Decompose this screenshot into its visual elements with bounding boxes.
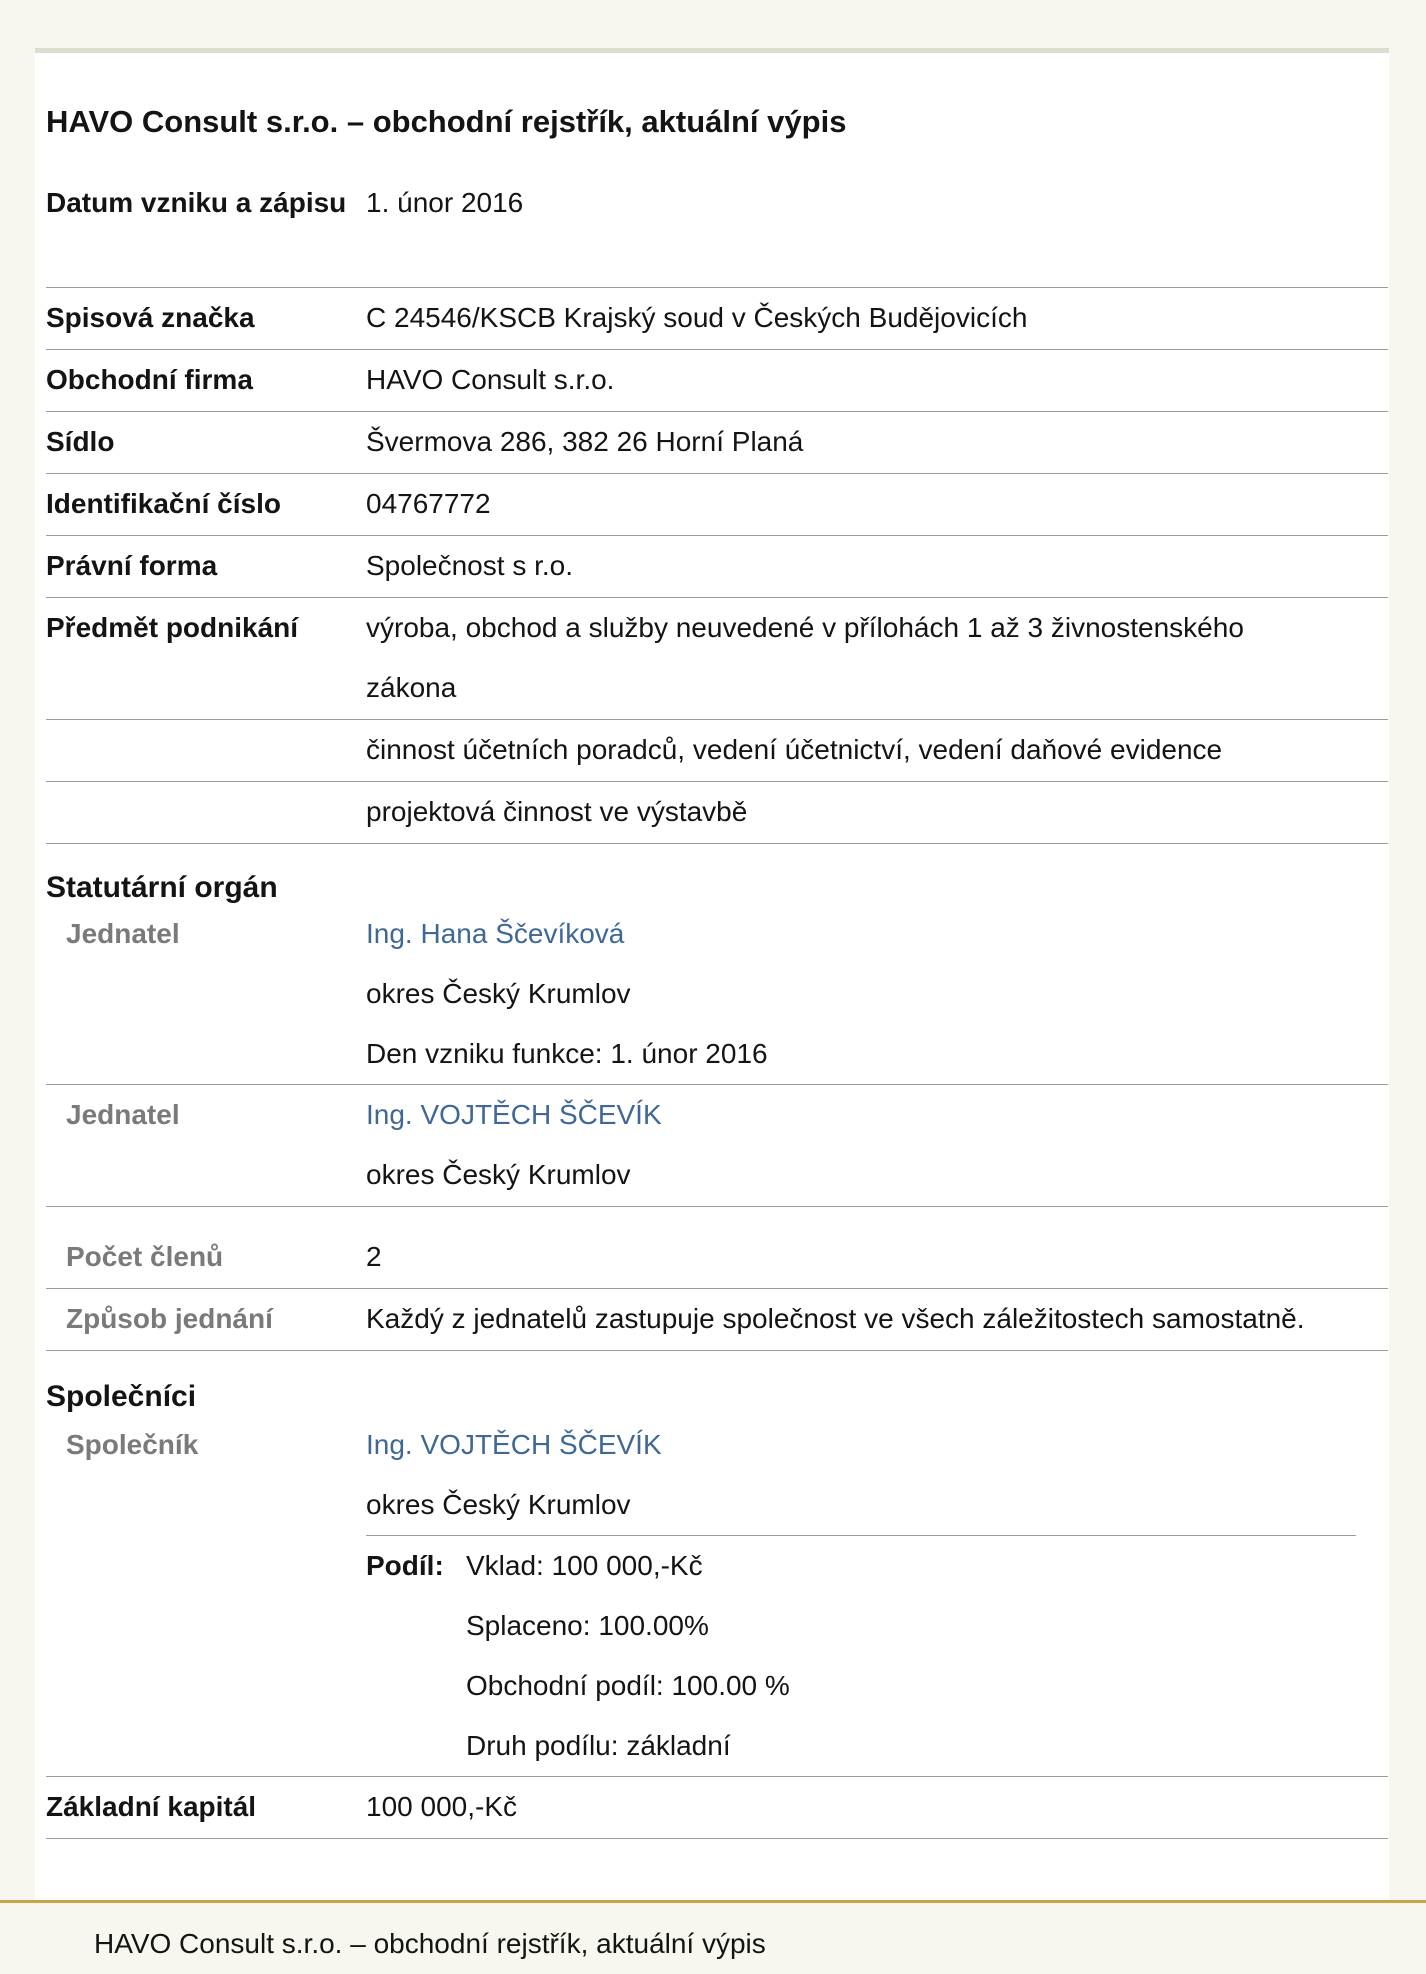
heading-statutarni-organ: Statutární orgán — [46, 871, 278, 904]
value-obchodni-firma: HAVO Consult s.r.o. — [366, 364, 615, 395]
value-zpusob-jednani: Každý z jednatelů zastupuje společnost ve všech záležitostech samostatně. — [366, 1303, 1305, 1334]
value-spolecnik — [366, 1415, 1388, 1776]
label-predmet-podnikani: Předmět podnikání — [46, 612, 299, 643]
label-datum-vzniku: Datum vzniku a zápisu — [46, 187, 347, 218]
row-sidlo — [46, 412, 1388, 474]
document-page — [35, 48, 1389, 1900]
label-obchodni-firma: Obchodní firma — [46, 364, 253, 395]
value-pocet-clenu: 2 — [366, 1241, 382, 1272]
record-table — [46, 53, 1388, 1839]
podil-druh: Druh podílu: základní — [466, 1730, 731, 1761]
person-district: okres Český Krumlov — [366, 978, 631, 1009]
heading-spolecnici: Společníci — [46, 1380, 197, 1413]
row-predmet-podnikani — [46, 598, 1388, 720]
value-pravni-forma: Společnost s r.o. — [366, 550, 574, 581]
value-zakladni-kapital: 100 000,-Kč — [366, 1791, 517, 1822]
row-pravni-forma — [46, 536, 1388, 598]
row-pocet-clenu — [46, 1207, 1388, 1289]
label-jednatel: Jednatel — [66, 1099, 180, 1130]
label-spolecnik: Společník — [66, 1429, 199, 1460]
value-ico: 04767772 — [366, 488, 491, 519]
person-district: okres Český Krumlov — [366, 1475, 1356, 1536]
row-jednatel-2 — [46, 1085, 1388, 1207]
label-zpusob-jednani: Způsob jednání — [66, 1303, 273, 1334]
section-spolecnici — [46, 1351, 1388, 1415]
row-jednatel-1 — [46, 904, 1388, 1085]
podil-values — [466, 1536, 790, 1776]
person-link[interactable]: Ing. VOJTĚCH ŠČEVÍK — [366, 1099, 662, 1130]
person-link[interactable]: Ing. VOJTĚCH ŠČEVÍK — [366, 1429, 662, 1460]
row-zakladni-kapital — [46, 1777, 1388, 1839]
value-datum-vzniku: 1. únor 2016 — [366, 187, 524, 218]
row-predmet-3 — [46, 782, 1388, 844]
podil-splaceno: Splaceno: 100.00% — [466, 1610, 709, 1641]
person-link[interactable]: Ing. Hana Ščevíková — [366, 918, 625, 949]
podil-label: Podíl: — [366, 1550, 444, 1581]
value-predmet-3: projektová činnost ve výstavbě — [366, 796, 748, 827]
value-jednatel-2 — [366, 1085, 1388, 1206]
row-spolecnik — [46, 1415, 1388, 1777]
value-jednatel-1 — [366, 904, 1388, 1084]
page-title: HAVO Consult s.r.o. – obchodní rejstřík, aktuální výpis — [46, 104, 847, 139]
section-statutarni-organ — [46, 844, 1388, 904]
row-spisova-znacka — [46, 288, 1388, 350]
value-predmet-1: výroba, obchod a služby neuvedené v přílohách 1 až 3 živnostenského zákona — [366, 612, 1244, 703]
row-zpusob-jednani — [46, 1289, 1388, 1351]
label-zakladni-kapital: Základní kapitál — [46, 1791, 257, 1822]
row-datum-vzniku — [46, 173, 1388, 288]
function-since: Den vzniku funkce: 1. únor 2016 — [366, 1038, 768, 1069]
label-spisova-znacka: Spisová značka — [46, 302, 255, 333]
label-sidlo: Sídlo — [46, 426, 115, 457]
podil-block — [366, 1536, 1388, 1776]
label-ico: Identifikační číslo — [46, 488, 281, 519]
row-ico — [46, 474, 1388, 536]
label-empty — [46, 720, 366, 781]
label-empty — [46, 782, 366, 843]
footer-text: HAVO Consult s.r.o. – obchodní rejstřík, aktuální výpis — [94, 1928, 766, 1959]
row-obchodni-firma — [46, 350, 1388, 412]
label-pocet-clenu: Počet členů — [66, 1241, 224, 1272]
person-district: okres Český Krumlov — [366, 1159, 631, 1190]
label-jednatel: Jednatel — [66, 918, 180, 949]
row-predmet-2 — [46, 720, 1388, 782]
podil-obchodni: Obchodní podíl: 100.00 % — [466, 1670, 790, 1701]
value-predmet-2: činnost účetních poradců, vedení účetnictví, vedení daňové evidence — [366, 734, 1223, 765]
value-spisova-znacka: C 24546/KSCB Krajský soud v Českých Budějovicích — [366, 302, 1028, 333]
label-pravni-forma: Právní forma — [46, 550, 218, 581]
podil-vklad: Vklad: 100 000,-Kč — [466, 1550, 703, 1581]
value-sidlo: Švermova 286, 382 26 Horní Planá — [366, 426, 804, 457]
footer — [0, 1900, 1426, 1974]
